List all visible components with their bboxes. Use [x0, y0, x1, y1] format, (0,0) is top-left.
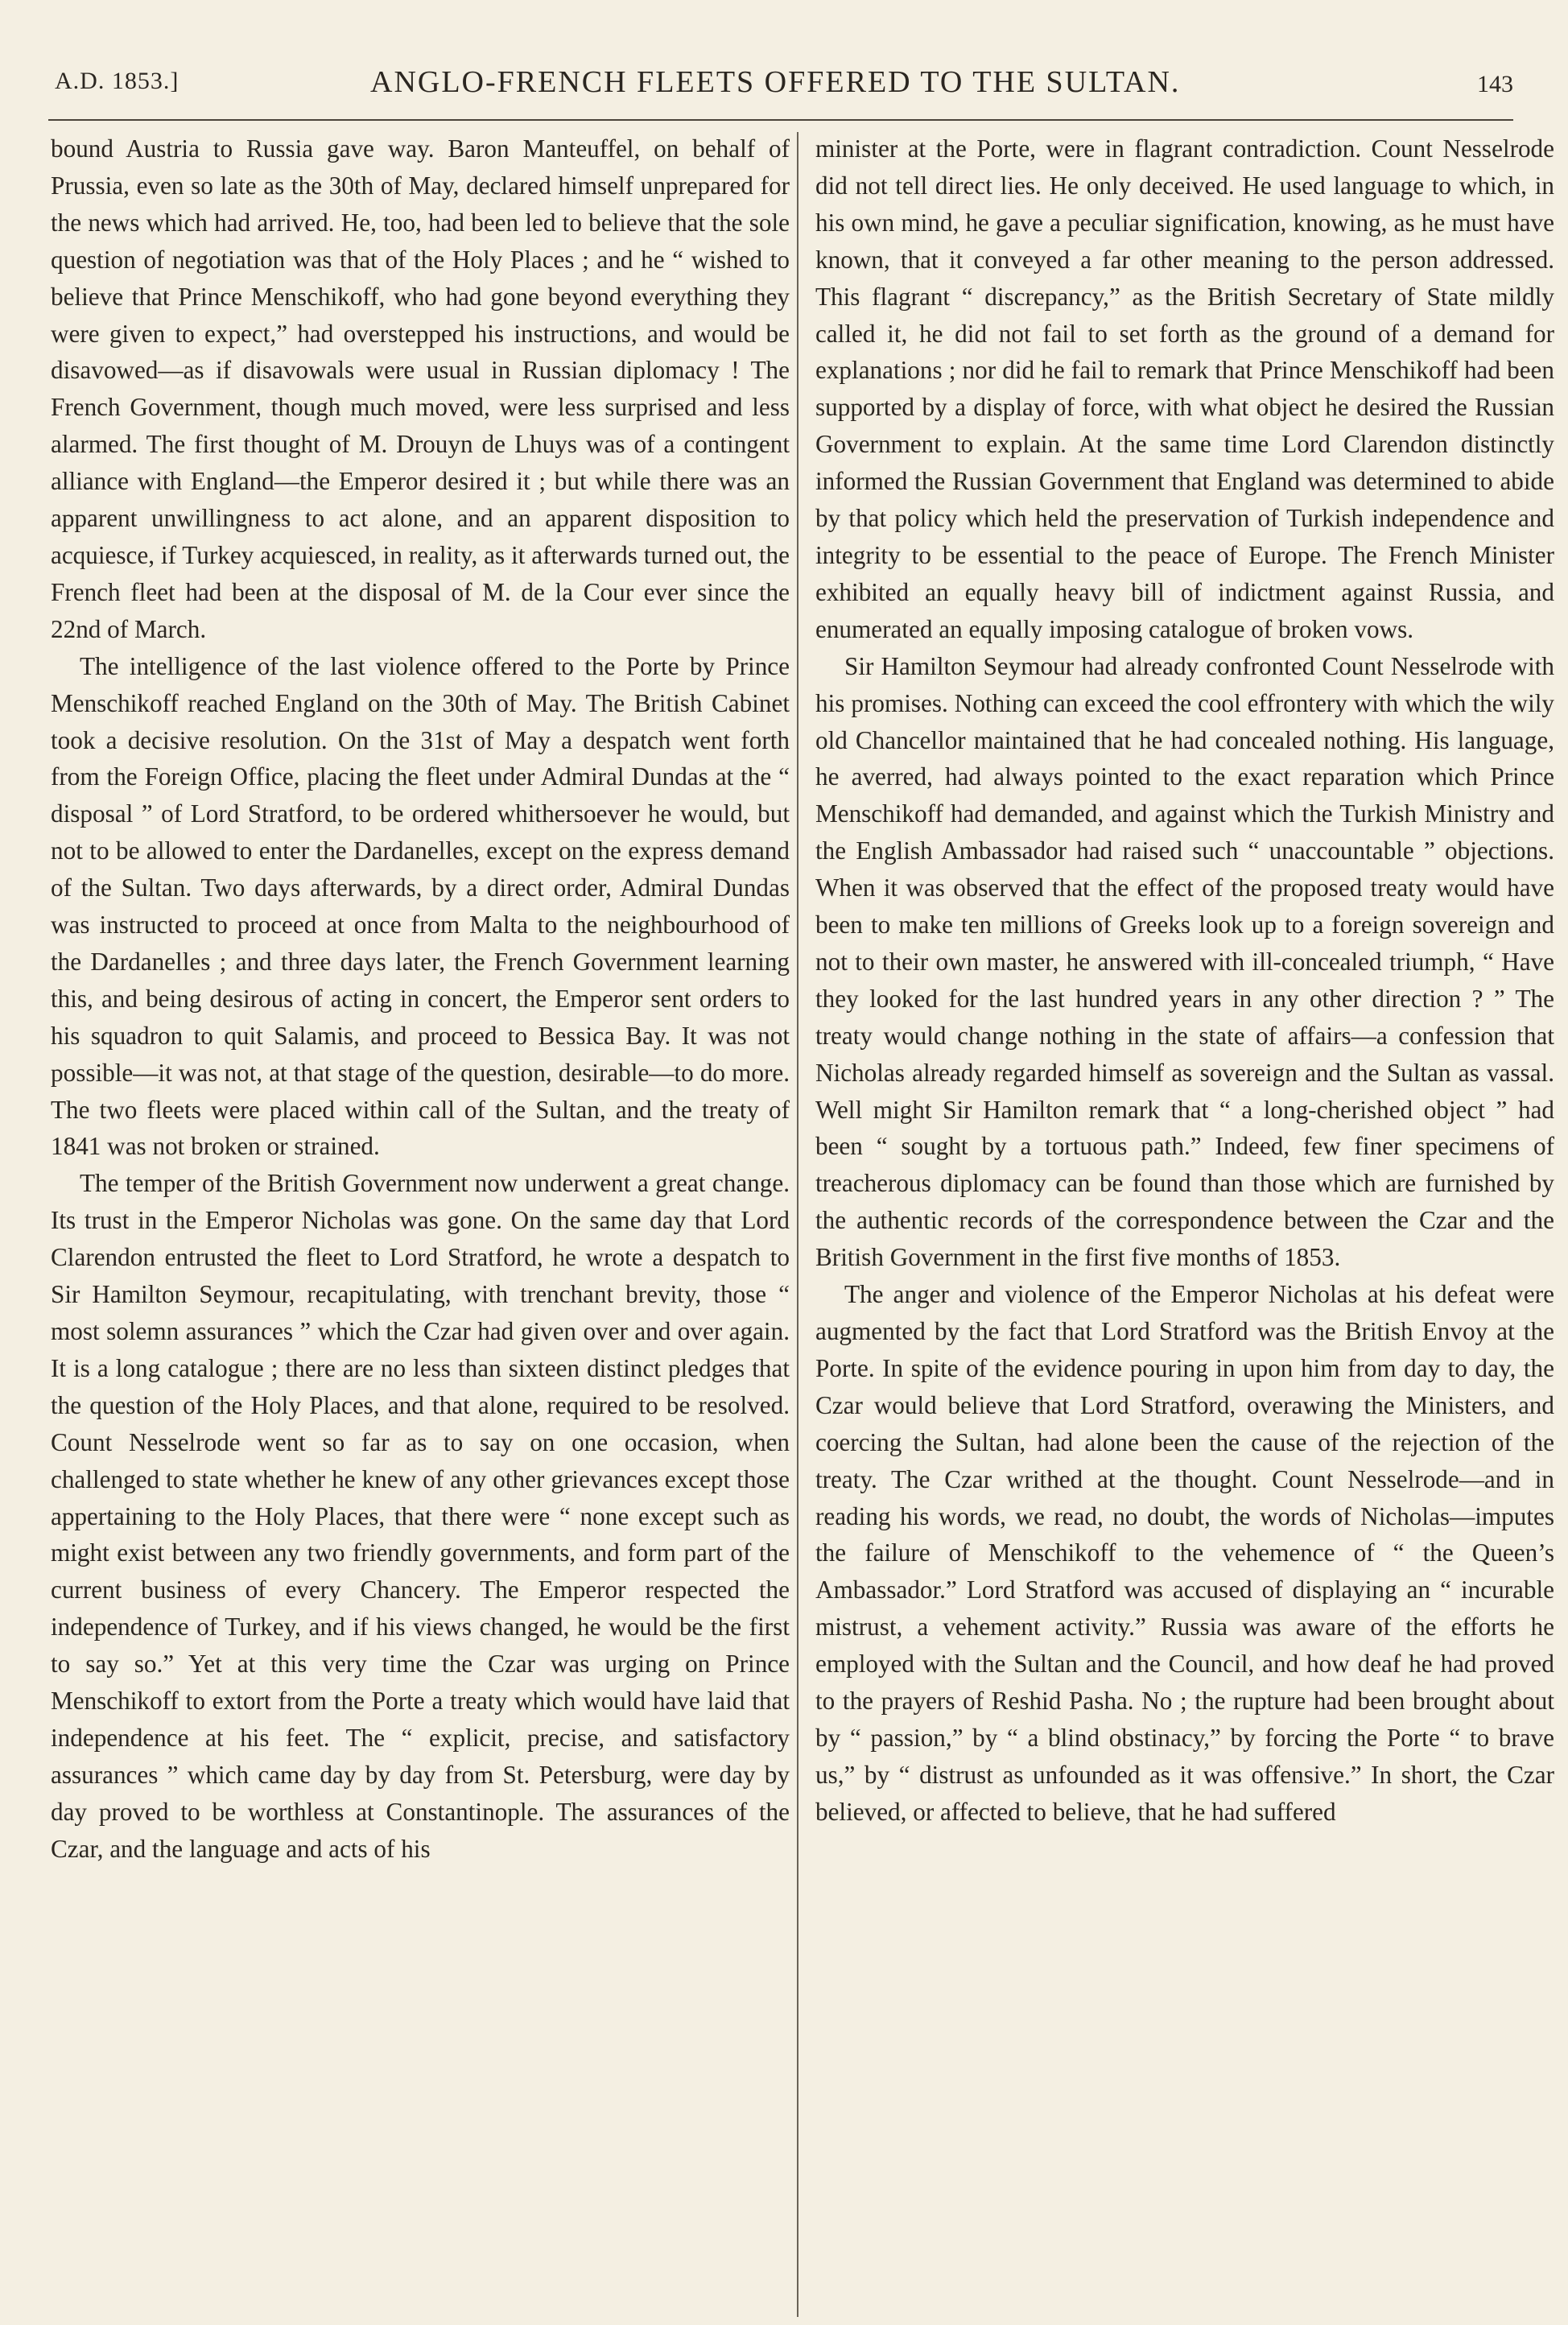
running-header [48, 63, 1513, 111]
left-column [51, 130, 790, 1868]
header-rule [48, 119, 1513, 121]
page-number: 143 [1477, 71, 1513, 97]
header-title: ANGLO-FRENCH FLEETS OFFERED TO THE SULTAN. [370, 65, 1181, 99]
header-date: A.D. 1853.] [55, 68, 179, 94]
paragraph: The intelligence of the last violence offered to the Porte by Prince Menschikoff reached England on the 30th of May. The British Cabinet took a decisive resolution. On the 31st of May a despatch went forth from the Foreign Office, placing the fleet under Admiral Dundas at the “ disposal ” of Lord Stratford, to be ordered whithersoever he would, but not to be allowed to enter the Dardanelles, except on the express demand of the Sultan. Two days afterwards, by a direct order, Admiral Dundas was instructed to proceed at once from Malta to the neighbourhood of the Dardanelles ; and three days later, the French Government learning this, and being desirous of acting in concert, the Emperor sent orders to his squadron to quit Salamis, and proceed to Bessica Bay. It was not possible—it was not, at that stage of the question, desirable—to do more. The two fleets were placed within call of the Sultan, and the treaty of 1841 was not broken or strained. [51, 651, 790, 1161]
column-divider [797, 132, 798, 2317]
paragraph: bound Austria to Russia gave way. Baron Manteuffel, on behalf of Prussia, even so late as the 30th of May, declared himself unprepared for the news which had arrived. He, too, had been led to believe that the sole question of negotiation was that of the Holy Places ; and he “ wished to believe that Prince Menschikoff, who had gone beyond everything they were given to expect,” had overstepped his instructions, and would be disavowed—as if disavowals were usual in Russian diplomacy ! The French Government, though much moved, were less surprised and less alarmed. The first thought of M. Drouyn de Lhuys was of a contingent alliance with England—the Emperor desired it ; but while there was an apparent unwillingness to act alone, and an apparent disposition to acquiesce, if Turkey acquiesced, in reality, as it afterwards turned out, the French fleet had been at the disposal of M. de la Cour ever since the 22nd of March. [51, 134, 790, 643]
paragraph: The anger and violence of the Emperor Nicholas at his defeat were augmented by the fact that Lord Stratford was the British Envoy at the Porte. In spite of the evidence pouring in upon him from day to day, the Czar would believe that Lord Stratford, overawing the Ministers, and coercing the Sultan, had alone been the cause of the rejection of the treaty. The Czar writhed at the thought. Count Nesselrode—and in reading his words, we read, no doubt, the words of Nicholas—imputes the failure of Menschikoff to the vehemence of “ the Queen’s Ambassador.” Lord Stratford was accused of displaying an “ incurable mistrust, a vehement activity.” Russia was aware of the efforts he employed with the Sultan and the Council, and how deaf he had proved to the prayers of Reshid Pasha. No ; the rupture had been brought about by “ passion,” by “ a blind obstinacy,” by forcing the Porte “ to brave us,” by “ distrust as unfounded as it was offensive.” In short, the Czar believed, or affected to believe, that he had suffered [815, 1280, 1554, 1826]
paragraph: Sir Hamilton Seymour had already confronted Count Nesselrode with his promises. Nothing can exceed the cool effrontery with which the wily old Chancellor maintained that he had concealed nothing. His language, he averred, had always pointed to the exact reparation which Prince Menschikoff had demanded, and against which the Turkish Ministry and the English Ambassador had raised such “ unaccountable ” objections. When it was observed that the effect of the proposed treaty would have been to make ten millions of Greeks look up to a foreign sovereign and not to their own master, he answered with ill-concealed triumph, “ Have they looked for the last hundred years in any other direction ? ” The treaty would change nothing in the state of affairs—a confession that Nicholas already regarded himself as sovereign and the Sultan as vassal. Well might Sir Hamilton remark that “ a long-cherished object ” had been “ sought by a tortuous path.” Indeed, few finer specimens of treacherous diplomacy can be found than those which are furnished by the authentic records of the correspondence between the Czar and the British Government in the first five months of 1853. [815, 651, 1554, 1272]
paragraph: minister at the Porte, were in flagrant contradiction. Count Nesselrode did not tell direct lies. He only deceived. He used language to which, in his own mind, he gave a peculiar signification, knowing, as he must have known, that it conveyed a far other meaning to the person addressed. This flagrant “ discrepancy,” as the British Secretary of State mildly called it, he did not fail to set forth as the ground of a demand for explanations ; nor did he fail to remark that Prince Menschikoff had been supported by a display of force, with what object he desired the Russian Government to explain. At the same time Lord Clarendon distinctly informed the Russian Government that England was determined to abide by that policy which held the preservation of Turkish independence and integrity to be essential to the peace of Europe. The French Minister exhibited an equally heavy bill of indictment against Russia, and enumerated an equally imposing catalogue of broken vows. [815, 134, 1554, 643]
paragraph: The temper of the British Government now underwent a great change. Its trust in the Emperor Nicholas was gone. On the same day that Lord Clarendon entrusted the fleet to Lord Stratford, he wrote a despatch to Sir Hamilton Seymour, recapitulating, with trenchant brevity, those “ most solemn assurances ” which the Czar had given over and over again. It is a long catalogue ; there are no less than sixteen distinct pledges that the question of the Holy Places, and that alone, required to be resolved. Count Nesselrode went so far as to say on one occasion, when challenged to state whether he knew of any other grievances except those appertaining to the Holy Places, that there were “ none except such as might exist between any two friendly governments, and form part of the current business of every Chancery. The Emperor respected the independence of Turkey, and if his views changed, he would be the first to say so.” Yet at this very time the Czar was urging on Prince Menschikoff to extort from the Porte a treaty which would have laid that independence at his feet. The “ explicit, precise, and satisfactory assurances ” which came day by day from St. Petersburg, were day by day proved to be worthless at Constantinople. The assurances of the Czar, and the language and acts of his [51, 1169, 790, 1863]
right-column [815, 130, 1554, 1831]
